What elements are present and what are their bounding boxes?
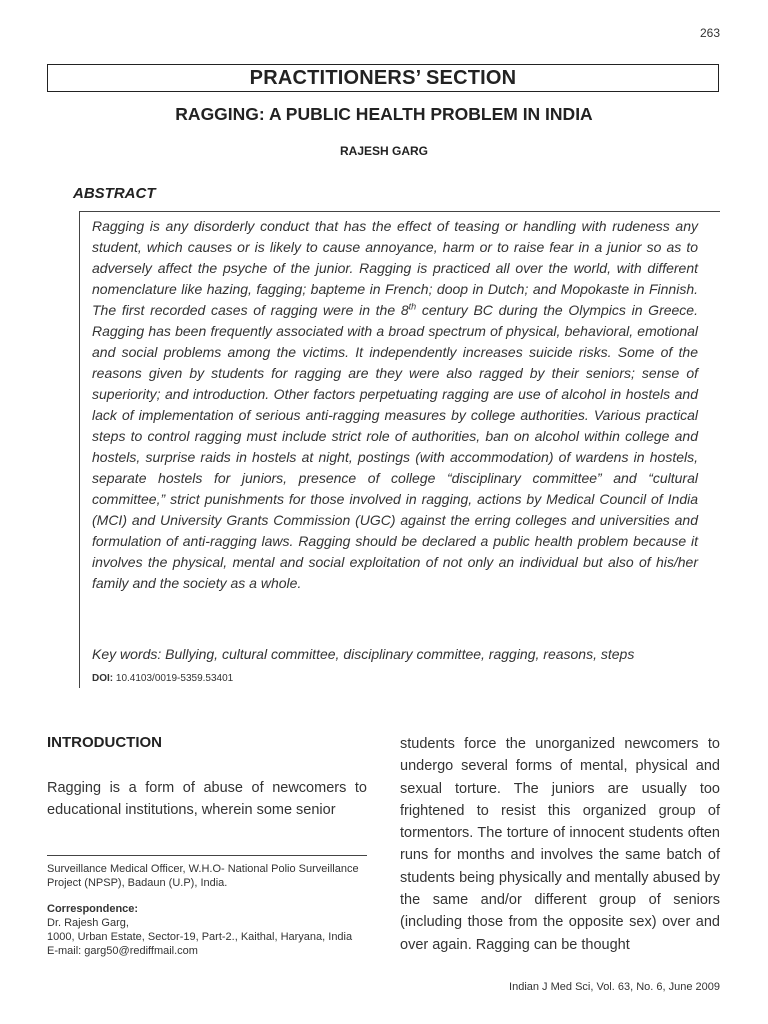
footnote-divider — [47, 855, 367, 856]
correspondence-label: Correspondence: — [47, 903, 139, 915]
author-name: RAJESH GARG — [339, 144, 428, 158]
footnote-correspondence — [47, 902, 377, 958]
abstract-heading: ABSTRACT — [73, 185, 156, 202]
introduction-continued-text: students force the unorganized newcomers to undergo several forms of mental, physical and sexual torture. The juniors are usually too frightened to resist this organized group of tormentors. The torture of innocent students often runs for months and involves the same batch of students being physically and mentally abused by the same and/or different group of seniors (including those from the opposite sex) over and over again. Ragging can be thought — [400, 736, 720, 953]
abstract-text-part1: Ragging is any disorderly conduct that has the effect of teasing or handling with rudeness any student, which causes or is likely to cause annoyance, harm or to raise fear in a junior so as to adversely affect the psyche of the junior. Ragging is practiced all over the world, with different nomenclature like hazing, fagging; bapteme in French; doop in Dutch; and Mopokaste in Finnish. The first recorded cases of ragging were in the 8 — [92, 218, 698, 318]
correspondence-email: E-mail: garg50@rediffmail.com — [47, 945, 198, 957]
doi-label: DOI: — [92, 673, 114, 684]
section-title: PRACTITIONERS’ SECTION — [249, 66, 517, 89]
doi-value: 10.4103/0019-5359.53401 — [113, 673, 234, 684]
journal-citation: Indian J Med Sci, Vol. 63, No. 6, June 2009 — [509, 981, 720, 993]
doi-line — [92, 673, 233, 684]
introduction-text: Ragging is a form of abuse of newcomers to educational institutions, wherein some senior — [47, 780, 367, 818]
ordinal-suffix: th — [408, 301, 417, 312]
correspondence-name: Dr. Rajesh Garg, — [47, 917, 129, 929]
abstract-text-part2: century BC during the Olympics in Greece. Ragging has been frequently associated with a broad spectrum of physical, behavioral, emotional and social problems among the victims. It independently increases suicide risks. Some of the reasons given by students for ragging are they were also ragged by their seniors; sense of superiority; and introduction. Other factors perpetuating ragging are use of alcohol in hostels and lack of implementation of serious anti-ragging measures by college authorities. Various practical steps to control ragging must include strict role of authorities, ban on alcohol within college and hostels, surprise raids in hostels at night, postings (with accommodation) of wardens in hostels, separate hostels for juniors, presence of college “disciplinary committee” and “cultural committee,” strict punishments for those involved in ragging, actions by Medical Council of India (MCI) and University Grants Commission (UGC) against the erring colleges and universities and formulation of anti-ragging laws. Ragging should be declared a public health problem because it involves the physical, mental and social exploitation of not only an individual but also of his/her family and the society as a whole. — [92, 302, 698, 591]
footnote-affiliation: Surveillance Medical Officer, W.H.O- National Polio Surveillance Project (NPSP), Badaun (U.P), India. — [47, 863, 359, 889]
article-title: RAGGING: A PUBLIC HEALTH PROBLEM IN INDIA — [175, 104, 593, 124]
keywords: Key words: Bullying, cultural committee, disciplinary committee, ragging, reasons, steps — [92, 646, 635, 662]
section-header — [47, 64, 719, 92]
page-number: 263 — [699, 26, 720, 40]
introduction-heading: INTRODUCTION — [47, 734, 162, 751]
correspondence-address: 1000, Urban Estate, Sector-19, Part-2., Kaithal, Haryana, India — [47, 931, 353, 943]
abstract-text — [92, 216, 698, 594]
